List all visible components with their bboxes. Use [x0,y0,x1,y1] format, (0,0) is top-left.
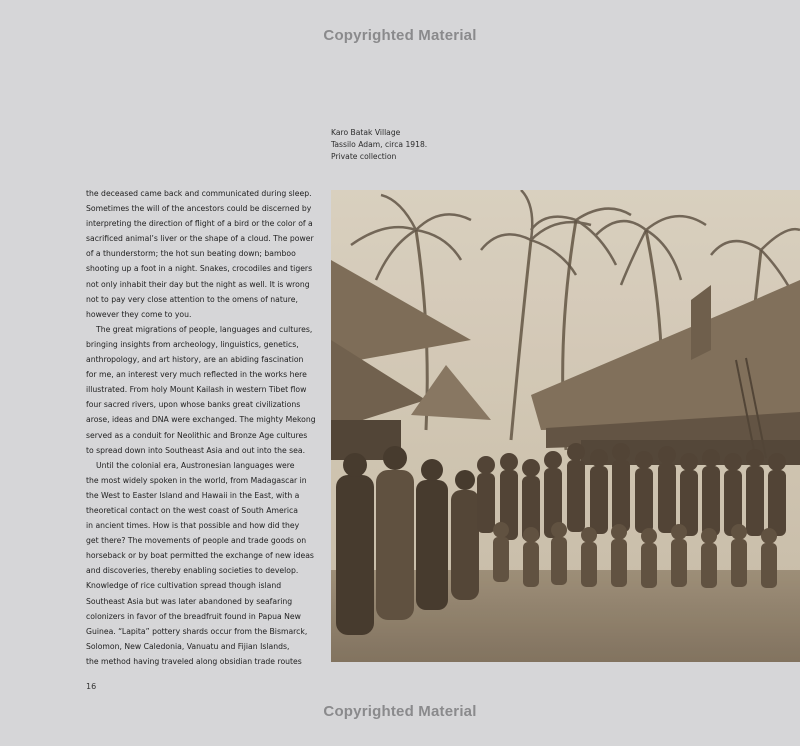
text-line: not to pay very close attention to the omens of nature, [86,294,298,304]
text-line: colonizers in favor of the breadfruit found in Papua New [86,611,301,621]
text-line: the deceased came back and communicated during sleep. [86,189,312,198]
text-line: Solomon, New Caledonia, Vanuatu and Fijian Islands, [86,641,290,651]
text-line: arose, ideas and DNA were exchanged. The mighty Mekong [86,415,316,425]
text-line: the method having traveled along obsidian trade routes [86,656,302,666]
text-line: bringing insights from archeology, linguistics, genetics, [86,339,299,349]
text-line: anthropology, and art history, are an abiding fascination [86,355,304,365]
text-line: in ancient times. How is that possible and how did they [86,521,300,531]
body-text [86,186,322,669]
text-line: sacrificed animal’s liver or the shape of a cloud. The power [86,234,314,244]
text-line: the most widely spoken in the world, from Madagascar in [86,475,307,485]
text-line: horseback or by boat permitted the exchange of new ideas [86,551,314,561]
village-photograph [331,190,800,662]
caption-source: Private collection [331,152,397,161]
text-line: of a thunderstorm; the hot sun beating down; bamboo [86,249,296,259]
text-line: the West to Easter Island and Hawaii in the East, with a [86,490,300,500]
watermark-top: Copyrighted Material [323,27,477,44]
caption-credit: Tassilo Adam, circa 1918. [331,140,428,149]
text-line: and discoveries, thereby enabling societies to develop. [86,566,299,576]
text-line: for me, an interest very much reflected in the works here [86,370,307,380]
caption-title: Karo Batak Village [331,128,401,137]
text-line: theoretical contact on the west coast of South America [86,505,298,515]
text-line: shooting up a foot in a night. Snakes, crocodiles and tigers [86,264,313,274]
text-line: Southeast Asia but was later abandoned by seafaring [86,596,293,606]
photo-caption [331,127,427,163]
text-line: served as a conduit for Neolithic and Bronze Age cultures [86,430,308,440]
text-line: to spread down into Southeast Asia and out into the sea. [86,445,306,455]
text-line: Knowledge of rice cultivation spread though island [86,581,282,591]
watermark-bottom: Copyrighted Material [323,703,477,720]
page-number: 16 [86,682,97,691]
text-line: get there? The movements of people and trade goods on [86,536,307,546]
text-line: not only inhabit their day but the night as well. It is wrong [86,279,310,289]
text-line: four sacred rivers, upon whose banks great civilizations [86,400,301,410]
text-line-paragraph-start: Until the colonial era, Austronesian languages were [96,460,295,470]
text-line: illustrated. From holy Mount Kailash in western Tibet flow [86,385,307,395]
text-line-paragraph-start: The great migrations of people, languages and cultures, [96,324,313,334]
text-line: Sometimes the will of the ancestors could be discerned by [86,204,312,214]
text-line: however they come to you. [86,309,192,319]
text-line: Guinea. “Lapita” pottery shards occur from the Bismarck, [86,626,308,636]
text-line: interpreting the direction of flight of a bird or the color of a [86,219,313,229]
